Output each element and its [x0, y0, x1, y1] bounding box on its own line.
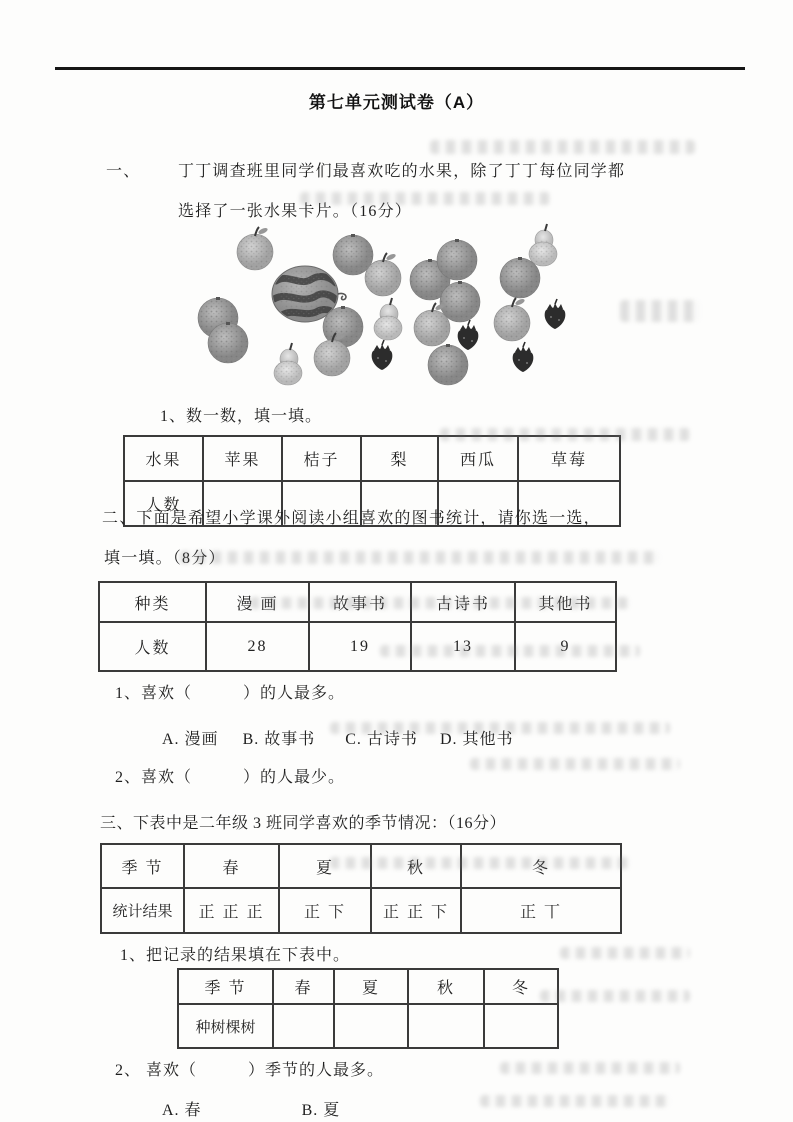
- row-label-cell: 种树棵树: [178, 1004, 273, 1048]
- data-cell: 9: [515, 622, 616, 671]
- fruit-count-table-clip: [123, 435, 623, 514]
- section-two-line2: 填一填。（8分）: [104, 550, 226, 567]
- option-a: A. 漫画: [162, 731, 219, 748]
- fruit-orange-icon: [428, 344, 468, 385]
- fruit-pear-icon: [529, 224, 557, 266]
- section-one-line1: 丁丁调查班里同学们最喜欢吃的水果，除了丁丁每位同学都: [178, 163, 626, 180]
- section-two-q2: 2、喜欢（ ）的人最少。: [115, 769, 346, 786]
- tally-cell-winter: 正 丅: [461, 888, 621, 933]
- header-cell: 其他书: [515, 582, 616, 622]
- fruit-strawberry-icon: [545, 299, 566, 329]
- section-three-heading: 三、下表中是二年级 3 班同学喜欢的季节情况：（16分）: [100, 815, 507, 832]
- fruit-strawberry-icon: [513, 342, 534, 372]
- answer-cell: [484, 1004, 558, 1048]
- row-label-cell: 人数: [99, 622, 206, 671]
- bleed-through-smudge: [180, 551, 660, 564]
- season-fill-table: [177, 968, 559, 1049]
- bleed-through-smudge: [540, 990, 690, 1002]
- fruit-apple-icon: [237, 227, 273, 270]
- bleed-through-smudge: [480, 1095, 670, 1107]
- bleed-through-smudge: [500, 1062, 680, 1074]
- tally-cell-spring: 正 正 正: [184, 888, 279, 933]
- header-cell: 秋: [408, 969, 484, 1004]
- header-cell: 冬: [461, 844, 621, 888]
- header-cell: 漫 画: [206, 582, 309, 622]
- section-one-number: 一、: [106, 163, 141, 180]
- answer-cell: [334, 1004, 408, 1048]
- season-tally-table: [100, 843, 622, 934]
- section-one-sub1-label: 1、数一数，填一填。: [160, 408, 323, 425]
- section-three-options: [162, 1097, 340, 1120]
- bleed-through-smudge: [470, 758, 680, 770]
- header-cell: 季 节: [178, 969, 273, 1004]
- section-three-q2: 2、 喜欢（ ）季节的人最多。: [115, 1062, 385, 1079]
- page-title: 第七单元测试卷（A）: [308, 93, 485, 112]
- header-cell: 夏: [334, 969, 408, 1004]
- section-two-options: [162, 726, 514, 749]
- book-stat-table: [98, 581, 617, 672]
- header-cell: 桔子: [282, 436, 361, 481]
- header-cell: 季 节: [101, 844, 184, 888]
- answer-cell: [408, 1004, 484, 1048]
- fruit-strawberry-icon: [372, 340, 393, 370]
- header-cell: 草莓: [518, 436, 620, 481]
- header-cell: 水果: [124, 436, 203, 481]
- option-c: C. 古诗书: [345, 731, 418, 748]
- header-cell: 冬: [484, 969, 558, 1004]
- fruit-orange-icon: [333, 234, 373, 275]
- header-cell: 梨: [361, 436, 438, 481]
- option-a: A. 春: [162, 1102, 202, 1119]
- row-label-cell: 人数: [124, 481, 203, 526]
- bleed-through-smudge: [560, 947, 690, 959]
- section-two-line1: 二、下面是希望小学课外阅读小组喜欢的图书统计，请你选一选，: [102, 510, 601, 527]
- header-cell: 春: [184, 844, 279, 888]
- header-cell: 夏: [279, 844, 371, 888]
- bleed-through-smudge: [620, 300, 700, 322]
- header-cell: 古诗书: [411, 582, 515, 622]
- tally-cell-summer: 正 下: [279, 888, 371, 933]
- row-label-cell: 统计结果: [101, 888, 184, 933]
- option-b: B. 夏: [301, 1102, 341, 1119]
- fruit-orange-icon: [437, 239, 477, 280]
- answer-cell: [273, 1004, 334, 1048]
- option-d: D. 其他书: [439, 731, 514, 748]
- data-cell: 28: [206, 622, 309, 671]
- fruit-pear-icon: [274, 343, 302, 385]
- header-cell: 种类: [99, 582, 206, 622]
- section-three-q1: 1、把记录的结果填在下表中。: [120, 947, 351, 964]
- data-cell: 19: [309, 622, 411, 671]
- option-b: B. 故事书: [242, 731, 316, 748]
- fruit-apple-icon: [494, 298, 530, 341]
- header-cell: 秋: [371, 844, 461, 888]
- header-cell: 春: [273, 969, 334, 1004]
- fruit-strawberry-icon: [458, 320, 479, 350]
- section-one-line2: 选择了一张水果卡片。（16分）: [178, 203, 413, 220]
- fruit-pear-icon: [374, 298, 402, 340]
- bleed-through-smudge: [430, 140, 695, 154]
- tally-cell-autumn: 正 正 下: [371, 888, 461, 933]
- fruit-figure: [180, 225, 610, 405]
- header-cell: 苹果: [203, 436, 282, 481]
- data-cell: 13: [411, 622, 515, 671]
- header-cell: 西瓜: [438, 436, 518, 481]
- header-cell: 故事书: [309, 582, 411, 622]
- section-two-q1: 1、喜欢（ ）的人最多。: [115, 685, 346, 702]
- top-rule: [55, 67, 745, 70]
